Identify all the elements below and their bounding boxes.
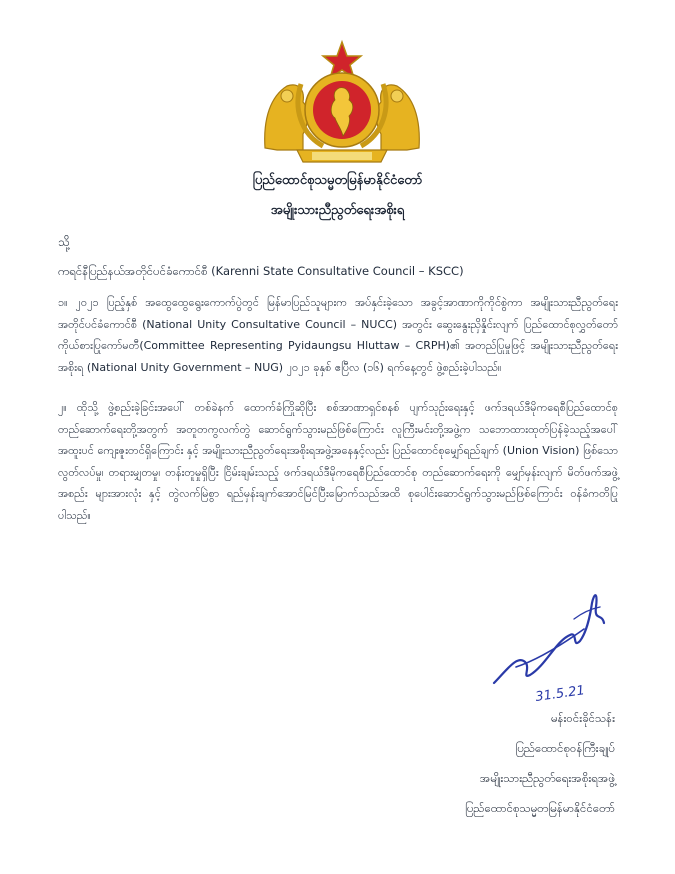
header-government: အမျိုးသားညီညွတ်ရေးအစိုးရ [270,203,405,218]
to-label: သို့ [58,235,70,249]
signature-date: 31.5.21 [534,683,586,705]
header-country: ပြည်ထောင်စုသမ္မတမြန်မာနိုင်ငံတော် [252,173,423,188]
signatory-country: ပြည်ထောင်စုသမ္မတမြန်မာနိုင်ငံတော် [464,801,615,815]
paragraph-1 [58,292,618,378]
paragraph-number: ၂။ [58,401,67,414]
paragraph-text: ၂၀၂၁ ပြည့်နှစ် အထွေထွေရွေးကောက်ပွဲတွင် မြန်မာပြည်သူများက အပ်နှင်းခဲ့သော အခွင့်အာဏာကိုကိုင်စွဲကာ အမျိုးသားညီညွတ်ရေးအတိုင်ပင်ခံကောင်စီ (National Unity Consultative Council – NUCC) အတွင်း ဆွေးနွေးညှိနှိုင်းလျက် ပြည်ထောင်စုလွှတ်တော်ကိုယ်စားပြုကော်မတီ(Committee Representing Pyidaungsu Hluttaw – CRPH)၏ အတည်ပြုမှုဖြင့် အမျိုးသားညီညွတ်ရေးအစိုးရ (National Unity Government – NUG) ၂၀၂၁ ခုနှစ် ဧပြီလ (၁၆) ရက်နေ့တွင် ဖွဲ့စည်းခဲ့ပါသည်။ [58,296,618,374]
paragraph-2 [58,397,618,526]
signatory-title: ပြည်ထောင်စုဝန်ကြီးချုပ် [515,741,615,755]
handwritten-signature [486,583,611,708]
addressee: ကရင်နီပြည်နယ်အတိုင်ပင်ခံကောင်စီ (Karenni State Consultative Council – KSCC) [58,264,464,278]
signatory-organization: အမျိုးသားညီညွတ်ရေးအစိုးရအဖွဲ့ [479,771,615,785]
paragraph-text: ထိုသို့ ဖွဲ့စည်းခဲ့ခြင်းအပေါ် တစ်ခဲနက် ထောက်ခံကြိုဆိုပြီး စစ်အာဏာရှင်စနစ် ပျက်သုဉ်းရေးနှင့် ဖက်ဒရယ်ဒီမိုကရေစီပြည်ထောင်စု တည်ဆောက်ရေးတို့အတွက် အတူတကွလက်တွဲ ဆောင်ရွက်သွားမည်ဖြစ်ကြောင်း လူကြီးမင်းတို့အဖွဲ့က သဘောထားထုတ်ပြန်ခဲ့သည့်အပေါ် အထူးပင် ကျေးဇူးတင်ရှိကြောင်း နှင့် အမျိုးသားညီညွတ်ရေးအစိုးရအဖွဲ့အနေနှင့်လည်း ပြည်ထောင်စုမျှော်ရည်ချက် (Union Vision) ဖြစ်သော လွတ်လပ်မှု၊ တရားမျှတမှု၊ တန်းတူမှုရှိပြီး ငြိမ်းချမ်းသည့် ဖက်ဒရယ်ဒီမိုကရေစီပြည်ထောင်စု တည်ဆောက်ရေးကို မျှော်မှန်းလျက် မိတ်ဖက်အဖွဲ့အစည်း များအားလုံး နှင့် တွဲလက်မြဲစွာ ရည်မှန်းချက်အောင်မြင်ပြီးမြောက်သည်အထိ စုပေါင်းဆောင်ရွက်သွားမည်ဖြစ်ကြောင်း ဝန်ခံကတိပြုပါသည်။ [58,401,618,522]
state-emblem [257,38,427,168]
paragraph-number: ၁။ [58,296,68,309]
signatory-name: မန်းဝင်းခိုင်သန်း [550,711,615,725]
